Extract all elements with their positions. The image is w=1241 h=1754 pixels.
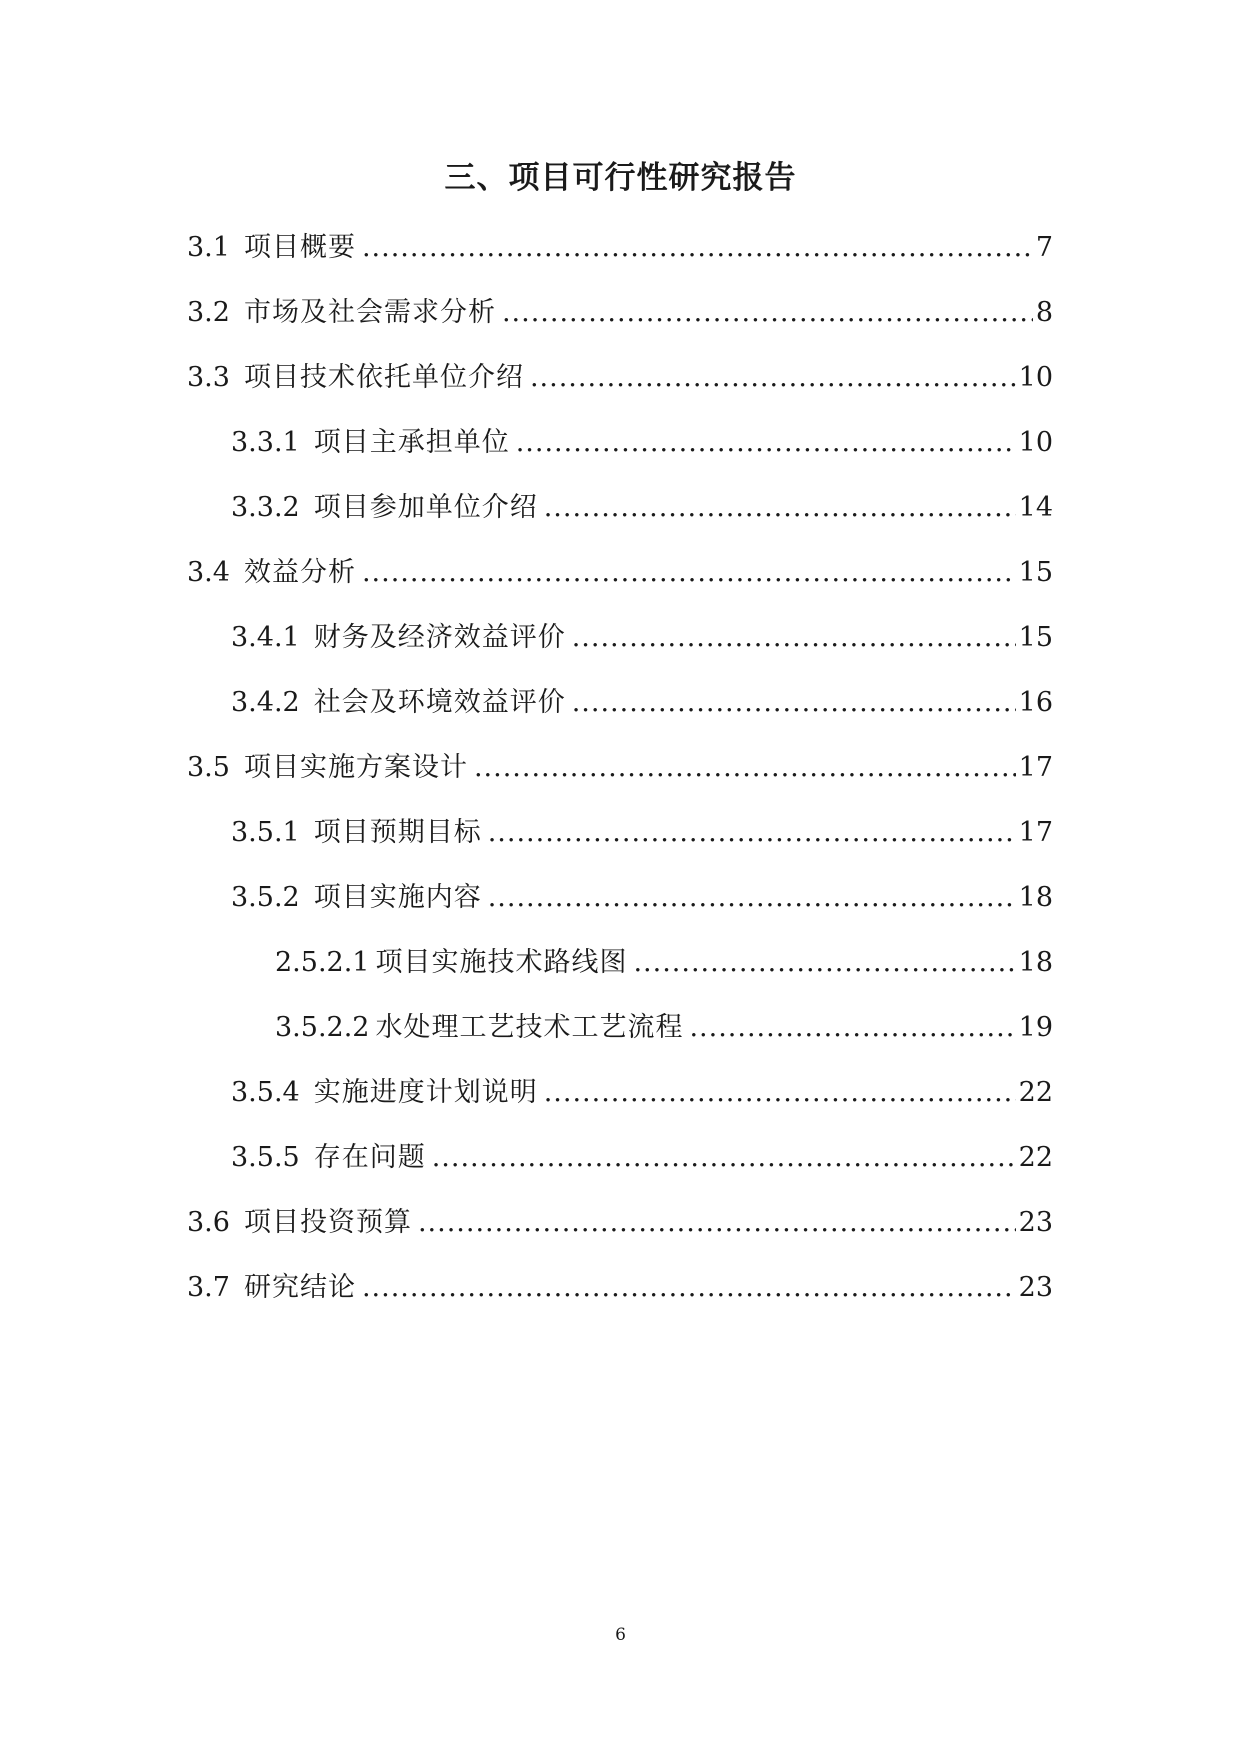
toc-dot-leader bbox=[488, 878, 1016, 918]
toc-entry-title: 项目实施方案设计 bbox=[243, 752, 468, 783]
toc-entry-page-number: 18 bbox=[1018, 882, 1053, 913]
toc-entry-title: 项目主承担单位 bbox=[313, 427, 510, 458]
toc-dot-leader bbox=[502, 293, 1033, 333]
toc-entry[interactable] bbox=[231, 1138, 1053, 1178]
toc-entry-page-number: 14 bbox=[1018, 492, 1053, 523]
toc-entry-page-number: 23 bbox=[1018, 1207, 1053, 1238]
toc-dot-leader bbox=[689, 1008, 1015, 1048]
toc-entry-page-number: 15 bbox=[1018, 622, 1053, 653]
toc-entry[interactable] bbox=[187, 553, 1053, 593]
toc-entry-title: 水处理工艺技术工艺流程 bbox=[375, 1012, 684, 1043]
toc-entry-number: 3.4 bbox=[187, 557, 230, 588]
toc-entry-page-number: 22 bbox=[1018, 1077, 1053, 1108]
toc-entry[interactable] bbox=[275, 1008, 1053, 1048]
toc-entry[interactable] bbox=[187, 358, 1053, 398]
toc-entry[interactable] bbox=[231, 618, 1053, 658]
toc-entry[interactable] bbox=[187, 748, 1053, 788]
toc-entry-page-number: 7 bbox=[1035, 232, 1053, 263]
page-number: 6 bbox=[615, 1625, 626, 1645]
toc-dot-leader bbox=[432, 1138, 1016, 1178]
toc-entry-title: 实施进度计划说明 bbox=[313, 1077, 538, 1108]
toc-entry-title: 效益分析 bbox=[243, 557, 356, 588]
toc-dot-leader bbox=[516, 423, 1016, 463]
toc-entry-number: 3.5.4 bbox=[231, 1077, 300, 1108]
toc-entry[interactable] bbox=[187, 228, 1053, 268]
toc-dot-leader bbox=[418, 1203, 1016, 1243]
toc-entry-title: 市场及社会需求分析 bbox=[243, 297, 496, 328]
toc-entry-number: 3.4.2 bbox=[231, 687, 300, 718]
toc-entry-number: 3.3 bbox=[187, 362, 230, 393]
toc-entry-page-number: 8 bbox=[1035, 297, 1053, 328]
toc-entry-number: 3.5.5 bbox=[231, 1142, 300, 1173]
toc-entry-number: 3.5.1 bbox=[231, 817, 300, 848]
toc-entry-number: 3.5.2 bbox=[231, 882, 300, 913]
toc-entry[interactable] bbox=[187, 1203, 1053, 1243]
toc-entry[interactable] bbox=[231, 1073, 1053, 1113]
toc-entry-number: 3.2 bbox=[187, 297, 230, 328]
toc-entry-title: 项目投资预算 bbox=[243, 1207, 412, 1238]
toc-dot-leader bbox=[633, 943, 1015, 983]
toc-entry[interactable] bbox=[231, 488, 1053, 528]
toc-entry[interactable] bbox=[231, 683, 1053, 723]
toc-entry-page-number: 22 bbox=[1018, 1142, 1053, 1173]
toc-entry-page-number: 23 bbox=[1018, 1272, 1053, 1303]
toc-entry-number: 2.5.2.1 bbox=[275, 947, 370, 978]
toc-entry-page-number: 19 bbox=[1018, 1012, 1053, 1043]
toc-entry-number: 3.3.2 bbox=[231, 492, 300, 523]
toc-entry-title: 项目预期目标 bbox=[313, 817, 482, 848]
toc-entry-title: 项目概要 bbox=[243, 232, 356, 263]
toc-entry-title: 财务及经济效益评价 bbox=[313, 622, 566, 653]
toc-entry-number: 3.3.1 bbox=[231, 427, 300, 458]
toc-entry[interactable] bbox=[187, 1268, 1053, 1308]
toc-dot-leader bbox=[488, 813, 1016, 853]
toc-entry-number: 3.5.2.2 bbox=[275, 1012, 370, 1043]
toc-entry-page-number: 18 bbox=[1018, 947, 1053, 978]
toc-dot-leader bbox=[544, 1073, 1016, 1113]
toc-dot-leader bbox=[362, 1268, 1016, 1308]
toc-entry[interactable] bbox=[231, 423, 1053, 463]
toc-dot-leader bbox=[362, 228, 1033, 268]
toc-dot-leader bbox=[362, 553, 1016, 593]
toc-dot-leader bbox=[474, 748, 1016, 788]
toc-entry-title: 项目实施技术路线图 bbox=[375, 947, 628, 978]
toc-entry[interactable] bbox=[187, 293, 1053, 333]
toc-entry-title: 社会及环境效益评价 bbox=[313, 687, 566, 718]
toc-dot-leader bbox=[572, 683, 1016, 723]
toc-entry-number: 3.7 bbox=[187, 1272, 230, 1303]
toc-entry-page-number: 16 bbox=[1018, 687, 1053, 718]
toc-entry-page-number: 17 bbox=[1018, 752, 1053, 783]
toc-title: 三、项目可行性研究报告 bbox=[444, 160, 797, 196]
toc-entry-page-number: 10 bbox=[1018, 362, 1053, 393]
toc-entry-title: 存在问题 bbox=[313, 1142, 426, 1173]
toc-entry[interactable] bbox=[275, 943, 1053, 983]
toc-dot-leader bbox=[530, 358, 1016, 398]
toc-entry-title: 项目技术依托单位介绍 bbox=[243, 362, 524, 393]
toc-entry[interactable] bbox=[231, 813, 1053, 853]
toc-entry-number: 3.6 bbox=[187, 1207, 230, 1238]
toc-entry-number: 3.5 bbox=[187, 752, 230, 783]
toc-entry-page-number: 17 bbox=[1018, 817, 1053, 848]
toc-entry-page-number: 10 bbox=[1018, 427, 1053, 458]
toc-entry-page-number: 15 bbox=[1018, 557, 1053, 588]
toc-dot-leader bbox=[572, 618, 1016, 658]
toc-entry-number: 3.4.1 bbox=[231, 622, 300, 653]
toc-entry-title: 项目参加单位介绍 bbox=[313, 492, 538, 523]
toc-entry-title: 研究结论 bbox=[243, 1272, 356, 1303]
toc-entry[interactable] bbox=[231, 878, 1053, 918]
toc-dot-leader bbox=[544, 488, 1016, 528]
toc-entry-title: 项目实施内容 bbox=[313, 882, 482, 913]
toc-entry-number: 3.1 bbox=[187, 232, 230, 263]
